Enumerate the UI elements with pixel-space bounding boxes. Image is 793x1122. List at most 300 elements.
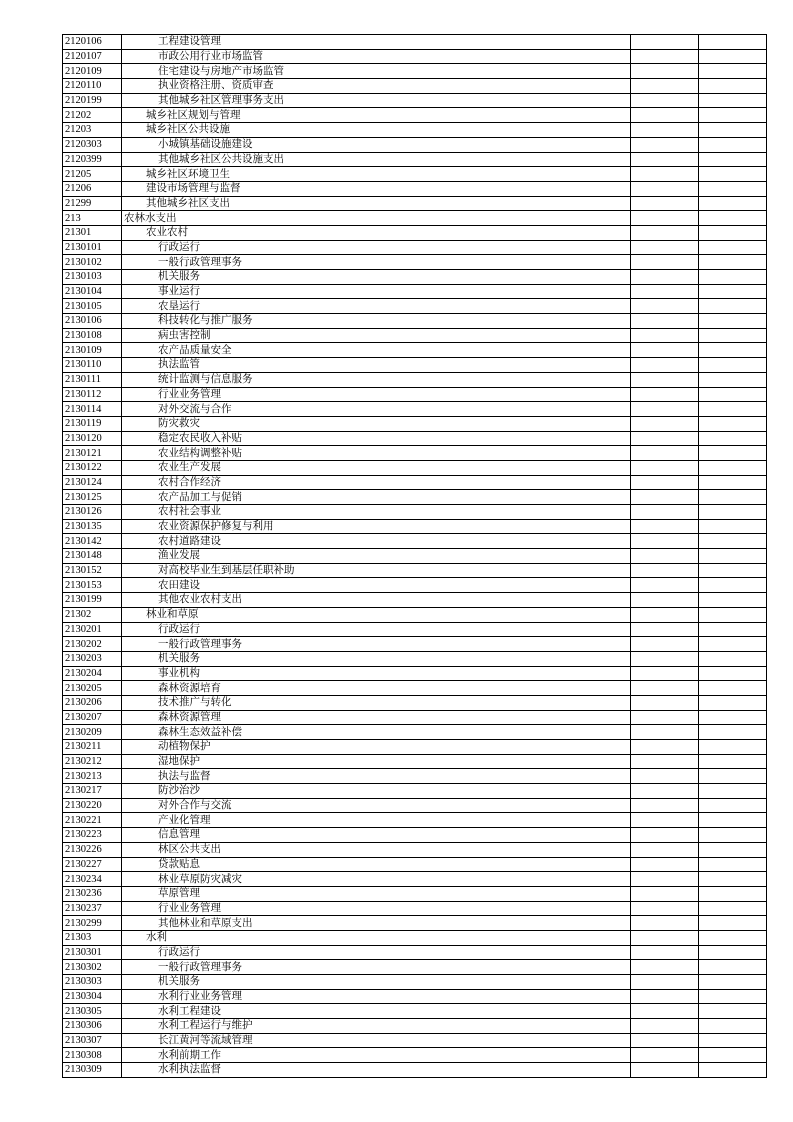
row-code: 2130220 (63, 798, 122, 813)
table-row (63, 225, 767, 240)
row-value-cell (631, 299, 699, 314)
row-name: 草原管理 (122, 886, 631, 901)
row-code: 2130217 (63, 784, 122, 799)
row-value-cell (631, 1033, 699, 1048)
row-value-cell (699, 225, 767, 240)
table-row (63, 945, 767, 960)
row-value-cell (699, 416, 767, 431)
row-code: 21299 (63, 196, 122, 211)
row-code: 21202 (63, 108, 122, 123)
row-name: 城乡社区环境卫生 (122, 167, 631, 182)
row-name: 行业业务管理 (122, 387, 631, 402)
row-code: 21301 (63, 225, 122, 240)
row-value-cell (631, 798, 699, 813)
row-code: 2130211 (63, 740, 122, 755)
row-code: 2130308 (63, 1048, 122, 1063)
row-code: 2130104 (63, 284, 122, 299)
row-value-cell (699, 446, 767, 461)
row-code: 2130304 (63, 989, 122, 1004)
row-value-cell (699, 666, 767, 681)
row-value-cell (699, 402, 767, 417)
row-value-cell (699, 93, 767, 108)
row-value-cell (631, 666, 699, 681)
row-value-cell (699, 35, 767, 50)
row-name: 其他城乡社区管理事务支出 (122, 93, 631, 108)
row-value-cell (699, 49, 767, 64)
row-value-cell (699, 945, 767, 960)
row-value-cell (699, 519, 767, 534)
row-name: 执业资格注册、资质审查 (122, 79, 631, 94)
row-value-cell (631, 1048, 699, 1063)
table-row (63, 1019, 767, 1034)
row-value-cell (699, 387, 767, 402)
table-row (63, 798, 767, 813)
row-code: 2130301 (63, 945, 122, 960)
row-name: 行政运行 (122, 240, 631, 255)
row-value-cell (631, 901, 699, 916)
row-value-cell (699, 857, 767, 872)
row-value-cell (631, 490, 699, 505)
row-value-cell (699, 1033, 767, 1048)
row-value-cell (631, 343, 699, 358)
table-row (63, 578, 767, 593)
row-name: 其他林业和草原支出 (122, 916, 631, 931)
row-name: 森林生态效益补偿 (122, 725, 631, 740)
row-value-cell (631, 49, 699, 64)
row-code: 2130223 (63, 828, 122, 843)
row-code: 2130103 (63, 270, 122, 285)
row-value-cell (699, 607, 767, 622)
row-code: 2130108 (63, 328, 122, 343)
row-code: 2130201 (63, 622, 122, 637)
table-row (63, 1004, 767, 1019)
table-row (63, 387, 767, 402)
row-value-cell (631, 181, 699, 196)
row-value-cell (699, 372, 767, 387)
row-code: 2130206 (63, 695, 122, 710)
row-name: 农村合作经济 (122, 475, 631, 490)
row-value-cell (699, 960, 767, 975)
table-row (63, 431, 767, 446)
row-value-cell (631, 842, 699, 857)
row-value-cell (631, 35, 699, 50)
table-row (63, 416, 767, 431)
row-name: 小城镇基础设施建设 (122, 137, 631, 152)
row-name: 机关服务 (122, 270, 631, 285)
row-value-cell (631, 740, 699, 755)
row-code: 2130142 (63, 534, 122, 549)
row-name: 对外合作与交流 (122, 798, 631, 813)
row-value-cell (699, 813, 767, 828)
row-code: 2130199 (63, 593, 122, 608)
row-code: 2120110 (63, 79, 122, 94)
row-code: 2130307 (63, 1033, 122, 1048)
table-row (63, 460, 767, 475)
row-value-cell (699, 769, 767, 784)
row-value-cell (631, 930, 699, 945)
table-row (63, 152, 767, 167)
row-code: 2130204 (63, 666, 122, 681)
row-value-cell (631, 813, 699, 828)
row-name: 城乡社区规划与管理 (122, 108, 631, 123)
row-value-cell (631, 754, 699, 769)
row-code: 2130202 (63, 637, 122, 652)
row-name: 对外交流与合作 (122, 402, 631, 417)
row-name: 其他农业农村支出 (122, 593, 631, 608)
row-code: 2130121 (63, 446, 122, 461)
table-row (63, 35, 767, 50)
budget-table (62, 34, 767, 1078)
row-value-cell (631, 857, 699, 872)
row-code: 2130221 (63, 813, 122, 828)
row-value-cell (699, 475, 767, 490)
row-code: 2130110 (63, 358, 122, 373)
row-code: 2130236 (63, 886, 122, 901)
row-value-cell (699, 64, 767, 79)
table-row (63, 872, 767, 887)
row-value-cell (631, 578, 699, 593)
row-name: 住宅建设与房地产市场监管 (122, 64, 631, 79)
row-value-cell (699, 593, 767, 608)
row-name: 建设市场管理与监督 (122, 181, 631, 196)
row-value-cell (699, 637, 767, 652)
row-code: 2130148 (63, 549, 122, 564)
table-row (63, 989, 767, 1004)
table-row (63, 637, 767, 652)
row-name: 机关服务 (122, 975, 631, 990)
row-value-cell (699, 681, 767, 696)
budget-table-body (63, 35, 767, 1078)
row-value-cell (699, 930, 767, 945)
table-row (63, 813, 767, 828)
row-code: 2130309 (63, 1063, 122, 1078)
table-row (63, 857, 767, 872)
row-value-cell (699, 1048, 767, 1063)
row-code: 2130125 (63, 490, 122, 505)
row-name: 科技转化与推广服务 (122, 314, 631, 329)
row-name: 水利执法监督 (122, 1063, 631, 1078)
row-value-cell (631, 916, 699, 931)
row-value-cell (631, 784, 699, 799)
row-value-cell (699, 563, 767, 578)
table-row (63, 284, 767, 299)
row-name: 农业资源保护修复与利用 (122, 519, 631, 534)
table-row (63, 270, 767, 285)
row-name: 湿地保护 (122, 754, 631, 769)
row-value-cell (631, 460, 699, 475)
row-code: 213 (63, 211, 122, 226)
row-name: 渔业发展 (122, 549, 631, 564)
row-code: 2130102 (63, 255, 122, 270)
row-value-cell (699, 284, 767, 299)
row-value-cell (631, 549, 699, 564)
row-value-cell (631, 211, 699, 226)
table-row (63, 123, 767, 138)
row-value-cell (631, 137, 699, 152)
row-code: 2120107 (63, 49, 122, 64)
table-row (63, 446, 767, 461)
row-value-cell (699, 328, 767, 343)
row-value-cell (699, 725, 767, 740)
table-row (63, 593, 767, 608)
table-row (63, 108, 767, 123)
row-name: 市政公用行业市场监管 (122, 49, 631, 64)
row-name: 机关服务 (122, 651, 631, 666)
row-name: 农林水支出 (122, 211, 631, 226)
row-value-cell (631, 372, 699, 387)
row-code: 2130112 (63, 387, 122, 402)
row-value-cell (631, 872, 699, 887)
row-code: 2130302 (63, 960, 122, 975)
row-value-cell (699, 872, 767, 887)
row-value-cell (631, 167, 699, 182)
row-value-cell (631, 358, 699, 373)
row-name: 行业业务管理 (122, 901, 631, 916)
row-value-cell (699, 314, 767, 329)
row-value-cell (631, 431, 699, 446)
row-name: 一般行政管理事务 (122, 637, 631, 652)
table-row (63, 1048, 767, 1063)
row-code: 2130306 (63, 1019, 122, 1034)
table-row (63, 240, 767, 255)
row-name: 农产品质量安全 (122, 343, 631, 358)
row-value-cell (699, 255, 767, 270)
row-code: 2130135 (63, 519, 122, 534)
table-row (63, 725, 767, 740)
row-name: 林业草原防灾减灾 (122, 872, 631, 887)
table-row (63, 505, 767, 520)
table-row (63, 490, 767, 505)
row-value-cell (699, 916, 767, 931)
row-value-cell (699, 828, 767, 843)
row-value-cell (699, 137, 767, 152)
row-value-cell (631, 225, 699, 240)
row-value-cell (699, 740, 767, 755)
table-row (63, 534, 767, 549)
row-value-cell (631, 402, 699, 417)
row-value-cell (631, 240, 699, 255)
table-row (63, 181, 767, 196)
row-code: 2130106 (63, 314, 122, 329)
row-value-cell (631, 255, 699, 270)
table-row (63, 960, 767, 975)
row-code: 2130305 (63, 1004, 122, 1019)
row-name: 森林资源管理 (122, 710, 631, 725)
row-value-cell (699, 1004, 767, 1019)
row-name: 森林资源培育 (122, 681, 631, 696)
row-code: 2120106 (63, 35, 122, 50)
row-name: 其他城乡社区公共设施支出 (122, 152, 631, 167)
row-name: 行政运行 (122, 945, 631, 960)
table-row (63, 64, 767, 79)
row-value-cell (699, 1019, 767, 1034)
row-value-cell (631, 593, 699, 608)
row-value-cell (699, 431, 767, 446)
row-value-cell (631, 1004, 699, 1019)
row-value-cell (699, 549, 767, 564)
row-name: 执法监管 (122, 358, 631, 373)
row-name: 农田建设 (122, 578, 631, 593)
table-row (63, 975, 767, 990)
row-code: 21302 (63, 607, 122, 622)
row-value-cell (631, 270, 699, 285)
row-value-cell (699, 798, 767, 813)
table-row (63, 710, 767, 725)
table-row (63, 314, 767, 329)
table-row (63, 519, 767, 534)
row-name: 行政运行 (122, 622, 631, 637)
row-value-cell (699, 490, 767, 505)
table-row (63, 49, 767, 64)
row-value-cell (631, 828, 699, 843)
row-name: 病虫害控制 (122, 328, 631, 343)
row-code: 2130122 (63, 460, 122, 475)
row-value-cell (699, 754, 767, 769)
row-value-cell (699, 240, 767, 255)
row-name: 农业农村 (122, 225, 631, 240)
table-row (63, 740, 767, 755)
row-name: 水利前期工作 (122, 1048, 631, 1063)
row-name: 贷款贴息 (122, 857, 631, 872)
row-name: 农业生产发展 (122, 460, 631, 475)
row-name: 水利 (122, 930, 631, 945)
table-row (63, 255, 767, 270)
row-value-cell (699, 460, 767, 475)
row-value-cell (631, 695, 699, 710)
row-code: 2120399 (63, 152, 122, 167)
row-value-cell (631, 945, 699, 960)
row-name: 其他城乡社区支出 (122, 196, 631, 211)
table-row (63, 666, 767, 681)
row-value-cell (699, 578, 767, 593)
row-value-cell (699, 343, 767, 358)
row-value-cell (631, 152, 699, 167)
row-name: 长江黄河等流域管理 (122, 1033, 631, 1048)
row-value-cell (699, 181, 767, 196)
row-code: 2130124 (63, 475, 122, 490)
row-value-cell (631, 622, 699, 637)
row-name: 防沙治沙 (122, 784, 631, 799)
row-code: 2130111 (63, 372, 122, 387)
row-value-cell (699, 167, 767, 182)
row-code: 2130114 (63, 402, 122, 417)
row-value-cell (699, 152, 767, 167)
table-row (63, 79, 767, 94)
row-code: 2130101 (63, 240, 122, 255)
row-value-cell (699, 901, 767, 916)
row-name: 工程建设管理 (122, 35, 631, 50)
row-name: 一般行政管理事务 (122, 255, 631, 270)
row-code: 2130126 (63, 505, 122, 520)
table-row (63, 901, 767, 916)
row-name: 统计监测与信息服务 (122, 372, 631, 387)
row-code: 2130209 (63, 725, 122, 740)
row-code: 2130203 (63, 651, 122, 666)
row-name: 水利行业业务管理 (122, 989, 631, 1004)
row-value-cell (631, 284, 699, 299)
table-row (63, 549, 767, 564)
row-value-cell (631, 93, 699, 108)
row-value-cell (699, 1063, 767, 1078)
table-row (63, 651, 767, 666)
row-name: 信息管理 (122, 828, 631, 843)
table-row (63, 372, 767, 387)
table-row (63, 681, 767, 696)
row-value-cell (631, 79, 699, 94)
table-row (63, 211, 767, 226)
row-value-cell (631, 960, 699, 975)
row-name: 一般行政管理事务 (122, 960, 631, 975)
table-row (63, 167, 767, 182)
table-row (63, 695, 767, 710)
row-value-cell (631, 681, 699, 696)
row-name: 水利工程建设 (122, 1004, 631, 1019)
row-name: 执法与监督 (122, 769, 631, 784)
table-row (63, 328, 767, 343)
row-name: 林业和草原 (122, 607, 631, 622)
row-value-cell (699, 975, 767, 990)
row-name: 农产品加工与促销 (122, 490, 631, 505)
row-value-cell (631, 975, 699, 990)
table-row (63, 402, 767, 417)
row-value-cell (699, 299, 767, 314)
row-value-cell (631, 446, 699, 461)
row-code: 2130227 (63, 857, 122, 872)
row-value-cell (699, 79, 767, 94)
row-value-cell (699, 842, 767, 857)
row-value-cell (631, 475, 699, 490)
row-value-cell (631, 710, 699, 725)
row-code: 21203 (63, 123, 122, 138)
row-value-cell (631, 328, 699, 343)
table-row (63, 343, 767, 358)
row-value-cell (699, 196, 767, 211)
row-code: 2130109 (63, 343, 122, 358)
row-code: 2120109 (63, 64, 122, 79)
row-name: 事业机构 (122, 666, 631, 681)
table-row (63, 358, 767, 373)
table-row (63, 563, 767, 578)
row-value-cell (631, 108, 699, 123)
row-code: 2130205 (63, 681, 122, 696)
row-value-cell (699, 886, 767, 901)
row-value-cell (631, 505, 699, 520)
row-name: 农村社会事业 (122, 505, 631, 520)
table-row (63, 930, 767, 945)
row-value-cell (699, 108, 767, 123)
row-value-cell (631, 989, 699, 1004)
row-name: 城乡社区公共设施 (122, 123, 631, 138)
row-value-cell (631, 64, 699, 79)
row-name: 防灾救灾 (122, 416, 631, 431)
row-value-cell (631, 416, 699, 431)
row-value-cell (631, 196, 699, 211)
row-value-cell (699, 270, 767, 285)
table-row (63, 196, 767, 211)
row-code: 2130234 (63, 872, 122, 887)
row-name: 对高校毕业生到基层任职补助 (122, 563, 631, 578)
row-value-cell (631, 1063, 699, 1078)
row-value-cell (631, 637, 699, 652)
row-value-cell (699, 784, 767, 799)
row-value-cell (631, 519, 699, 534)
table-row (63, 475, 767, 490)
row-name: 农村道路建设 (122, 534, 631, 549)
row-code: 21206 (63, 181, 122, 196)
row-value-cell (631, 534, 699, 549)
row-code: 2130226 (63, 842, 122, 857)
table-row (63, 784, 767, 799)
